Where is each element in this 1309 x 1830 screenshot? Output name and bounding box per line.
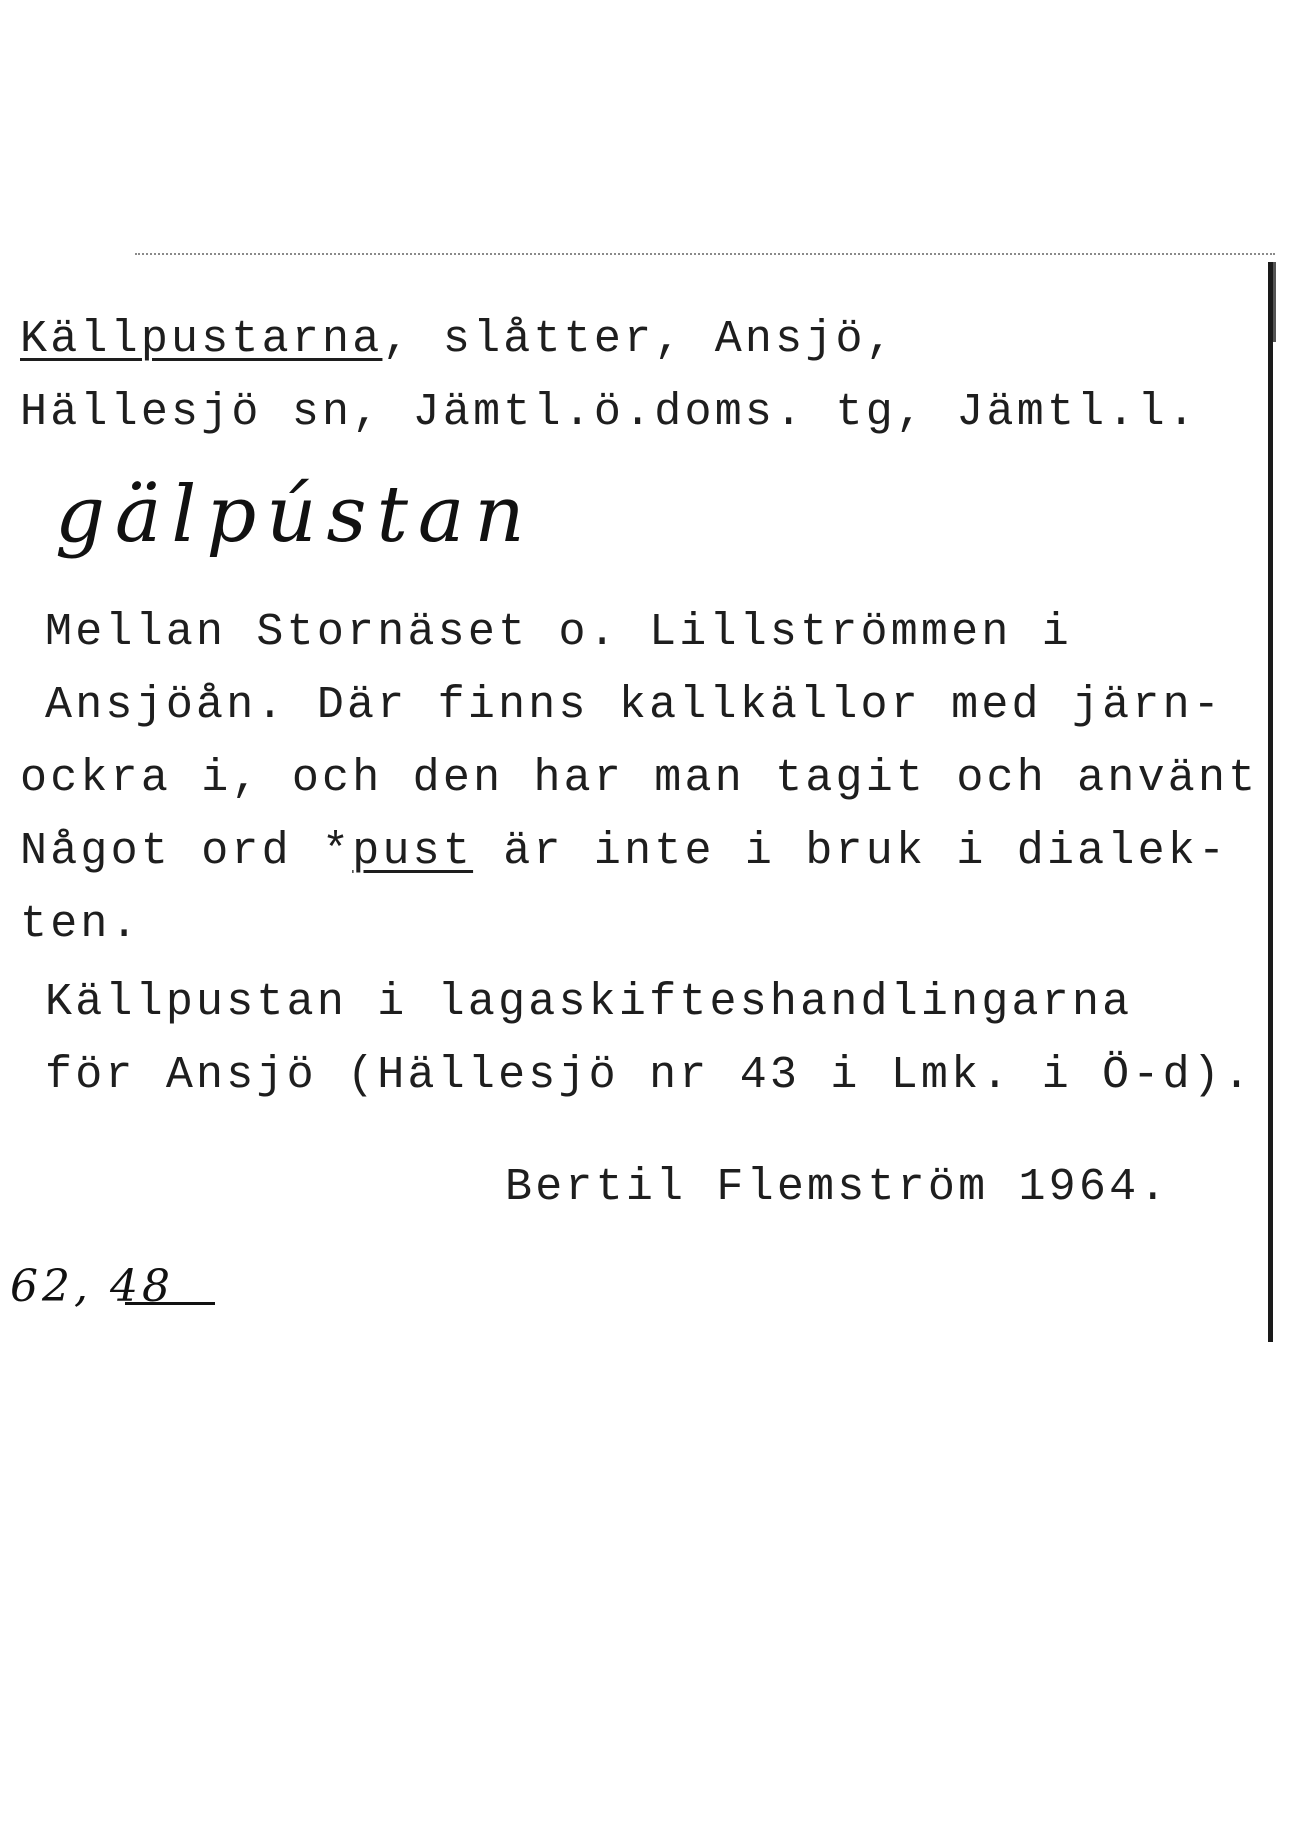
heading-line-2: Hällesjö sn, Jämtl.ö.doms. tg, Jämtl.l. [20, 387, 1198, 438]
reference-strikethrough [125, 1302, 215, 1305]
body-line-1: Mellan Stornäset o. Lillströmmen i [45, 607, 1072, 658]
body-line-4-suffix: är inte i bruk i dialek- [473, 826, 1229, 877]
place-name: Källpustarna [20, 314, 383, 365]
reference-number: 62, 48 [10, 1261, 174, 1312]
body-line-6: Källpustan i lagaskifteshandlingarna [45, 977, 1133, 1028]
card-top-edge [135, 253, 1275, 255]
card-right-edge [1268, 262, 1273, 1342]
dialect-pronunciation: gälpústan [55, 470, 535, 560]
heading-rest: , slåtter, Ansjö, [382, 314, 896, 365]
card-right-edge-shadow [1273, 262, 1276, 342]
body-line-3: ockra i, och den har man tagit och använt [20, 753, 1259, 804]
body-line-4-prefix: Något ord * [20, 826, 353, 877]
body-line-2: Ansjöån. Där finns kallkällor med järn- [45, 680, 1223, 731]
heading-line-1 [20, 312, 896, 368]
underlined-word: pust [352, 826, 474, 877]
body-line-7: för Ansjö (Hällesjö nr 43 i Lmk. i Ö-d). [45, 1050, 1254, 1101]
body-line-5: ten. [20, 899, 141, 950]
body-line-4 [20, 824, 1228, 880]
signature: Bertil Flemström 1964. [505, 1162, 1170, 1213]
